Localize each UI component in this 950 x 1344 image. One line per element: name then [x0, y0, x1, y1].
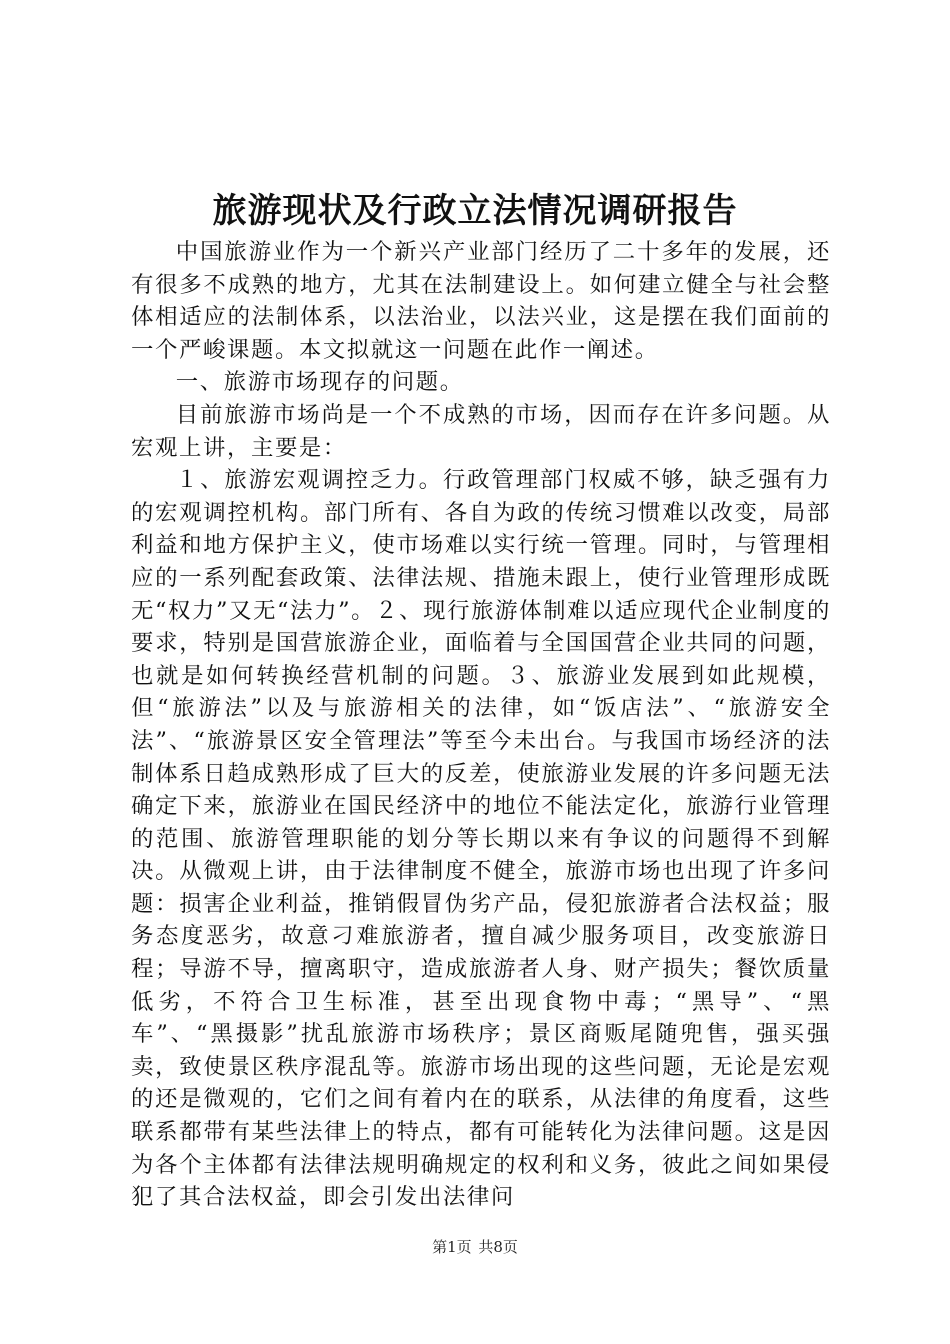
- page-footer: [0, 1236, 950, 1257]
- section-heading: 一、旅游市场现存的问题。: [175, 369, 464, 396]
- paragraph-problems: １、旅游宏观调控乏力。行政管理部门权威不够，缺乏强有力的宏观调控机构。部门所有、各自为政的传统习惯难以改变，局部利益和地方保护主义，使市场难以实行统一管理。同时，与管理相应的一系列配套政策、法律法规、措施未跟上，使行业管理形成既无“权力”又无“法力”。２、现行旅游体制难以适应现代企业制度的要求，特别是国营旅游企业，面临着与全国国营企业共同的问题，也就是如何转换经营机制的问题。３、旅游业发展到如此规模，但“旅游法”以及与旅游相关的法律，如“饭店法”、“旅游安全法”、“旅游景区安全管理法”等至今未出台。与我国市场经济的法制体系日趋成熟形成了巨大的反差，使旅游业发展的许多问题无法确定下来，旅游业在国民经济中的地位不能法定化，旅游行业管理的范围、旅游管理职能的划分等长期以来有争议的问题得不到解决。从微观上讲，由于法律制度不健全，旅游市场也出现了许多问题：损害企业利益，推销假冒伪劣产品，侵犯旅游者合法权益；服务态度恶劣，故意刁难旅游者，擅自减少服务项目，改变旅游日程；导游不导，擅离职守，造成旅游者人身、财产损失；餐饮质量低劣，不符合卫生标准，甚至出现食物中毒；“黑导”、“黑车”、“黑摄影”扰乱旅游市场秩序；景区商贩尾随兜售，强买强卖，致使景区秩序混乱等。旅游市场出现的这些问题，无论是宏观的还是微观的，它们之间有着内在的联系，从法律的角度看，这些联系都带有某些法律上的特点，都有可能转化为法律问题。这是因为各个主体都有法律法规明确规定的权利和义务，彼此之间如果侵犯了其合法权益，即会引发出法律问: [131, 467, 831, 1211]
- page-number: 第1页: [432, 1238, 472, 1256]
- paragraph-market: 目前旅游市场尚是一个不成熟的市场，因而存在许多问题。从宏观上讲，主要是：: [131, 401, 831, 461]
- document-body: [131, 236, 831, 1214]
- page-total: 共8页: [478, 1238, 518, 1256]
- document-title: 旅游现状及行政立法情况调研报告: [212, 191, 738, 231]
- paragraph-intro: 中国旅游业作为一个新兴产业部门经历了二十多年的发展，还有很多不成熟的地方，尤其在法制建设上。如何建立健全与社会整体相适应的法制体系，以法治业，以法兴业，这是摆在我们面前的一个严峻课题。本文拟就这一问题在此作一阐述。: [131, 239, 831, 363]
